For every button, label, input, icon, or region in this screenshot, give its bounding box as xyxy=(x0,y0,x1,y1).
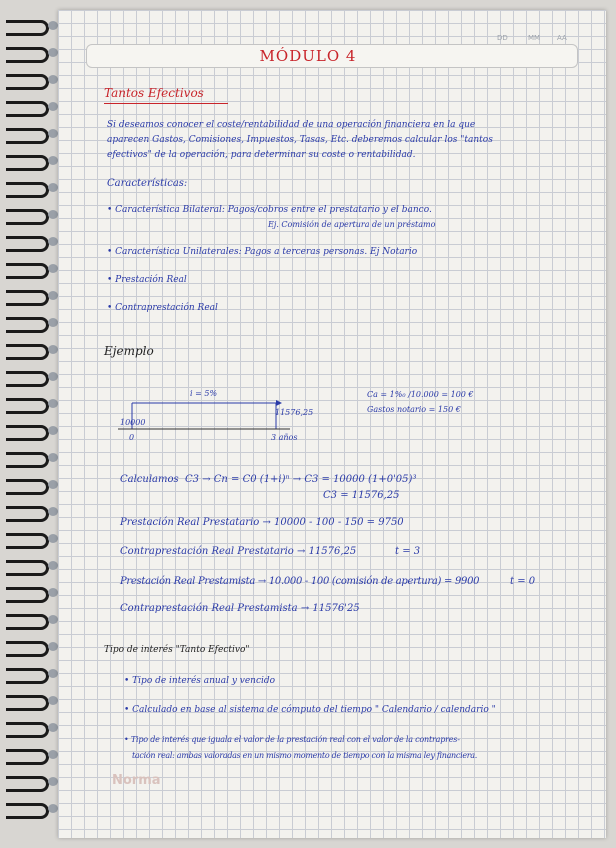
characteristic-item-3-text: Prestación Real xyxy=(115,275,187,285)
spiral-loop xyxy=(6,317,49,333)
interest-item-1-text: Tipo de interés anual y vencido xyxy=(132,676,276,686)
spiral-loop xyxy=(6,479,49,495)
spiral-loop xyxy=(6,236,49,252)
spiral-hole xyxy=(48,75,58,84)
spiral-binding xyxy=(0,18,60,838)
section-title-underline xyxy=(104,103,228,104)
characteristics-heading: Características: xyxy=(107,178,188,189)
spiral-hole xyxy=(48,696,58,705)
spiral-ring xyxy=(6,774,56,790)
spiral-hole xyxy=(48,588,58,597)
spiral-loop xyxy=(6,506,49,522)
spiral-ring xyxy=(6,180,56,196)
spiral-loop xyxy=(6,587,49,603)
characteristic-item-1-text: Característica Bilateral: Pagos/cobros entre el prestatario y el banco. xyxy=(115,205,432,215)
spiral-hole xyxy=(48,264,58,273)
spiral-ring xyxy=(6,342,56,358)
spiral-ring xyxy=(6,720,56,736)
spiral-loop xyxy=(6,722,49,738)
diagram-start: 0 xyxy=(129,433,135,442)
spiral-hole xyxy=(48,453,58,462)
spiral-hole xyxy=(48,183,58,192)
spiral-ring xyxy=(6,234,56,250)
spiral-hole xyxy=(48,21,58,30)
example-line-3: Prestación Real Prestamista → 10.000 - 100 (comisión de apertura) = 9900 xyxy=(120,576,480,587)
spiral-hole xyxy=(48,615,58,624)
spiral-loop xyxy=(6,614,49,630)
spiral-ring xyxy=(6,639,56,655)
spiral-loop xyxy=(6,101,49,117)
spiral-loop xyxy=(6,371,49,387)
spiral-hole xyxy=(48,345,58,354)
characteristic-item-1-sub: Ej. Comisión de apertura de un préstamo xyxy=(268,220,436,229)
spiral-ring xyxy=(6,315,56,331)
calc-result: C3 = 11576,25 xyxy=(323,490,400,501)
example-line-1: Prestación Real Prestatario → 10000 - 100 - 150 = 9750 xyxy=(120,517,404,528)
spiral-hole xyxy=(48,318,58,327)
spiral-loop xyxy=(6,803,49,819)
spiral-loop xyxy=(6,398,49,414)
diagram-rate: i = 5% xyxy=(190,389,218,398)
example-heading: Ejemplo xyxy=(104,344,154,358)
spiral-ring xyxy=(6,288,56,304)
spiral-loop xyxy=(6,749,49,765)
characteristic-item-4-text: Contraprestación Real xyxy=(115,303,218,313)
spiral-hole xyxy=(48,804,58,813)
characteristic-item-2-text: Característica Unilaterales: Pagos a terceras personas. Ej Notario xyxy=(115,247,418,257)
spiral-ring xyxy=(6,531,56,547)
spiral-loop xyxy=(6,290,49,306)
spiral-hole xyxy=(48,426,58,435)
spiral-ring xyxy=(6,801,56,817)
spiral-hole xyxy=(48,777,58,786)
example-line-3-t: t = 0 xyxy=(510,576,536,587)
spiral-ring xyxy=(6,423,56,439)
diagram-future: 11576,25 xyxy=(275,408,314,417)
interest-item-1: • Tipo de interés anual y vencido xyxy=(124,676,276,686)
spiral-loop xyxy=(6,695,49,711)
spiral-loop xyxy=(6,20,49,36)
spiral-ring xyxy=(6,558,56,574)
spiral-loop xyxy=(6,641,49,657)
spiral-loop xyxy=(6,560,49,576)
spiral-hole xyxy=(48,669,58,678)
spiral-hole xyxy=(48,507,58,516)
spiral-ring xyxy=(6,396,56,412)
spiral-ring xyxy=(6,612,56,628)
spiral-ring xyxy=(6,369,56,385)
characteristic-item-4: • Contraprestación Real xyxy=(107,303,218,313)
interest-item-2: • Calculado en base al sistema de cómputo del tiempo " Calendario / calendario " xyxy=(124,705,496,715)
spiral-loop xyxy=(6,155,49,171)
date-field-dd: DD xyxy=(497,34,508,42)
spiral-hole xyxy=(48,561,58,570)
spiral-hole xyxy=(48,129,58,138)
interest-item-3-text: Tipo de interés que iguala el valor de la prestación real con el valor de la contrapres- xyxy=(130,735,460,744)
spiral-loop xyxy=(6,263,49,279)
spiral-ring xyxy=(6,666,56,682)
example-line-2-t: t = 3 xyxy=(395,546,421,557)
page-title: MÓDULO 4 xyxy=(259,47,357,65)
spiral-ring xyxy=(6,477,56,493)
spiral-hole xyxy=(48,480,58,489)
spiral-hole xyxy=(48,534,58,543)
spiral-ring xyxy=(6,153,56,169)
diagram-end: 3 años xyxy=(271,433,298,442)
spiral-hole xyxy=(48,156,58,165)
spiral-ring xyxy=(6,261,56,277)
intro-line-3: efectivos" de la operación, para determinar su coste o rentabilidad. xyxy=(107,150,416,160)
spiral-loop xyxy=(6,776,49,792)
spiral-hole xyxy=(48,642,58,651)
spiral-hole xyxy=(48,210,58,219)
spiral-loop xyxy=(6,128,49,144)
spiral-ring xyxy=(6,126,56,142)
spiral-loop xyxy=(6,182,49,198)
characteristic-item-1: • Característica Bilateral: Pagos/cobros entre el prestatario y el banco. xyxy=(107,205,432,215)
spiral-hole xyxy=(48,750,58,759)
date-field-mm: MM xyxy=(528,34,541,42)
spiral-hole xyxy=(48,399,58,408)
interest-item-2-text: Calculado en base al sistema de cómputo del tiempo " Calendario / calendario " xyxy=(132,705,496,715)
interest-heading: Tipo de interés "Tanto Efectivo" xyxy=(104,645,250,655)
date-field-aa: AA xyxy=(557,34,567,42)
brand-logo: Norma xyxy=(112,773,161,788)
spiral-ring xyxy=(6,747,56,763)
spiral-ring xyxy=(6,99,56,115)
spiral-hole xyxy=(48,723,58,732)
rate-arrow-head xyxy=(276,400,282,406)
section-title: Tantos Efectivos xyxy=(104,86,204,100)
spiral-loop xyxy=(6,74,49,90)
characteristic-item-3: • Prestación Real xyxy=(107,275,187,285)
spiral-hole xyxy=(48,102,58,111)
spiral-loop xyxy=(6,668,49,684)
calc-formula: C3 → Cn = C0 (1+i)ⁿ → C3 = 10000 (1+0'05)³ xyxy=(185,474,417,485)
characteristic-item-2: • Característica Unilaterales: Pagos a terceras personas. Ej Notario xyxy=(107,247,418,257)
spiral-hole xyxy=(48,237,58,246)
calc-label: Calculamos xyxy=(120,474,179,485)
spiral-loop xyxy=(6,452,49,468)
intro-line-2: aparecen Gastos, Comisiones, Impuestos, Tasas, Etc. deberemos calcular los "tantos xyxy=(107,135,493,145)
spiral-ring xyxy=(6,207,56,223)
cost-notary: Gastos notario = 150 € xyxy=(367,405,461,414)
spiral-ring xyxy=(6,72,56,88)
spiral-hole xyxy=(48,372,58,381)
interest-item-3: • Tipo de interés que iguala el valor de la prestación real con el valor de la contrapres- xyxy=(124,735,460,744)
spiral-loop xyxy=(6,425,49,441)
calc-line xyxy=(120,474,416,485)
spiral-hole xyxy=(48,291,58,300)
spiral-ring xyxy=(6,450,56,466)
spiral-loop xyxy=(6,344,49,360)
intro-line-1: Si deseamos conocer el coste/rentabilidad de una operación financiera en la que xyxy=(107,120,476,130)
spiral-ring xyxy=(6,18,56,34)
interest-item-4: tación real: ambas valoradas en un mismo momento de tiempo con la misma ley financiera. xyxy=(132,751,478,760)
diagram-principal: 10000 xyxy=(120,418,146,427)
spiral-ring xyxy=(6,693,56,709)
example-line-2: Contraprestación Real Prestatario → 11576,25 xyxy=(120,546,357,557)
spiral-loop xyxy=(6,209,49,225)
spiral-loop xyxy=(6,533,49,549)
spiral-ring xyxy=(6,585,56,601)
example-line-4: Contraprestación Real Prestamista → 11576'25 xyxy=(120,603,360,614)
cost-commission: Ca = 1%₀ /10.000 = 100 € xyxy=(367,390,474,399)
spiral-ring xyxy=(6,504,56,520)
